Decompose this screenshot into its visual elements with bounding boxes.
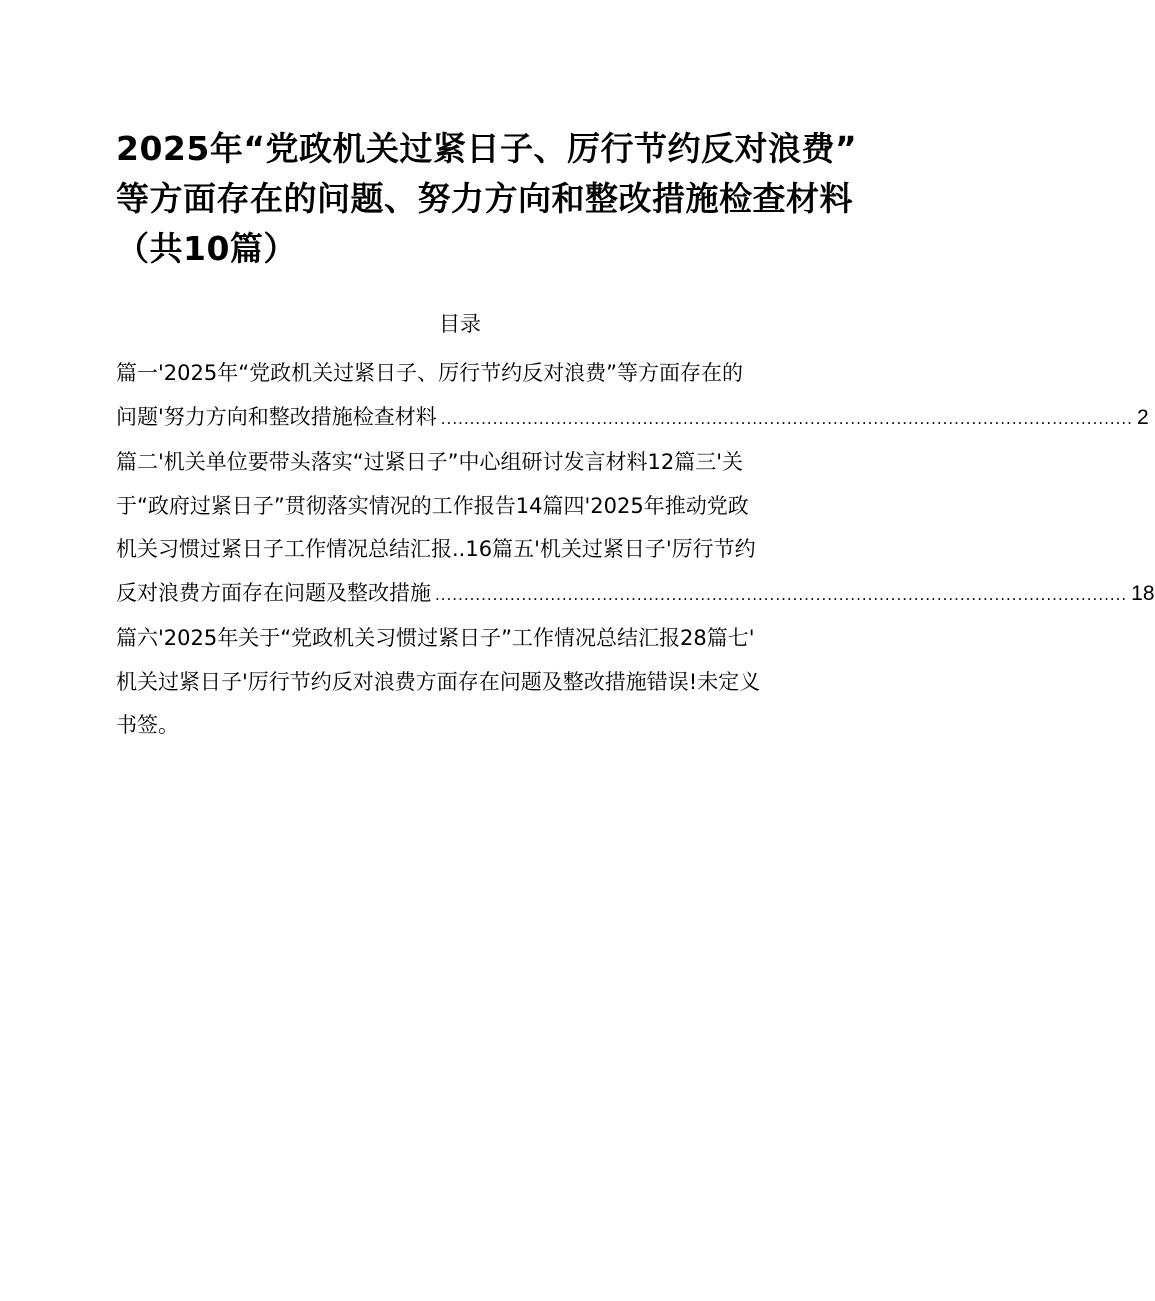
toc-line[interactable]: 篇一'2025年“党政机关过紧日子、厉行节约反对浪费”等方面存在的 (116, 361, 743, 385)
toc-line[interactable]: 篇二'机关单位要带头落实“过紧日子”中心组研讨发言材料12篇三'关 (116, 450, 744, 474)
toc-line[interactable]: 机关过紧日子'厉行节约反对浪费方面存在问题及整改措施错误!未定义 (116, 669, 761, 694)
toc-heading: 目录 (439, 312, 481, 336)
title-line-2: 等方面存在的问题、努力方向和整改措施检查材料 (116, 179, 853, 218)
toc-line-text: 问题'努力方向和整改措施检查材料 (116, 404, 437, 429)
toc-line[interactable]: 篇六'2025年关于“党政机关习惯过紧日子”工作情况总结汇报28篇七' (116, 626, 755, 650)
toc-line[interactable]: 于“政府过紧日子”贯彻落实情况的工作报告14篇四'2025年推动党政 (116, 493, 749, 518)
document-title (116, 124, 858, 274)
toc-line[interactable] (116, 572, 1155, 618)
toc-page-number: 18 (1131, 581, 1155, 605)
dot-leader: ........................................................................................................................ (435, 585, 1128, 604)
toc-page-number: 2 (1136, 405, 1149, 429)
title-line-3: （共10篇） (116, 229, 297, 268)
table-of-contents (116, 352, 1155, 748)
title-line-1: 2025年“党政机关过紧日子、厉行节约反对浪费” (116, 129, 858, 168)
toc-line[interactable]: 机关习惯过紧日子工作情况总结汇报..16篇五'机关过紧日子'厉行节约 (116, 537, 756, 561)
toc-line-text: 反对浪费方面存在问题及整改措施 (116, 580, 431, 605)
toc-line[interactable]: 书签。 (116, 713, 179, 737)
toc-line[interactable] (116, 396, 1149, 442)
dot-leader: ........................................................................................................................ (440, 409, 1133, 428)
